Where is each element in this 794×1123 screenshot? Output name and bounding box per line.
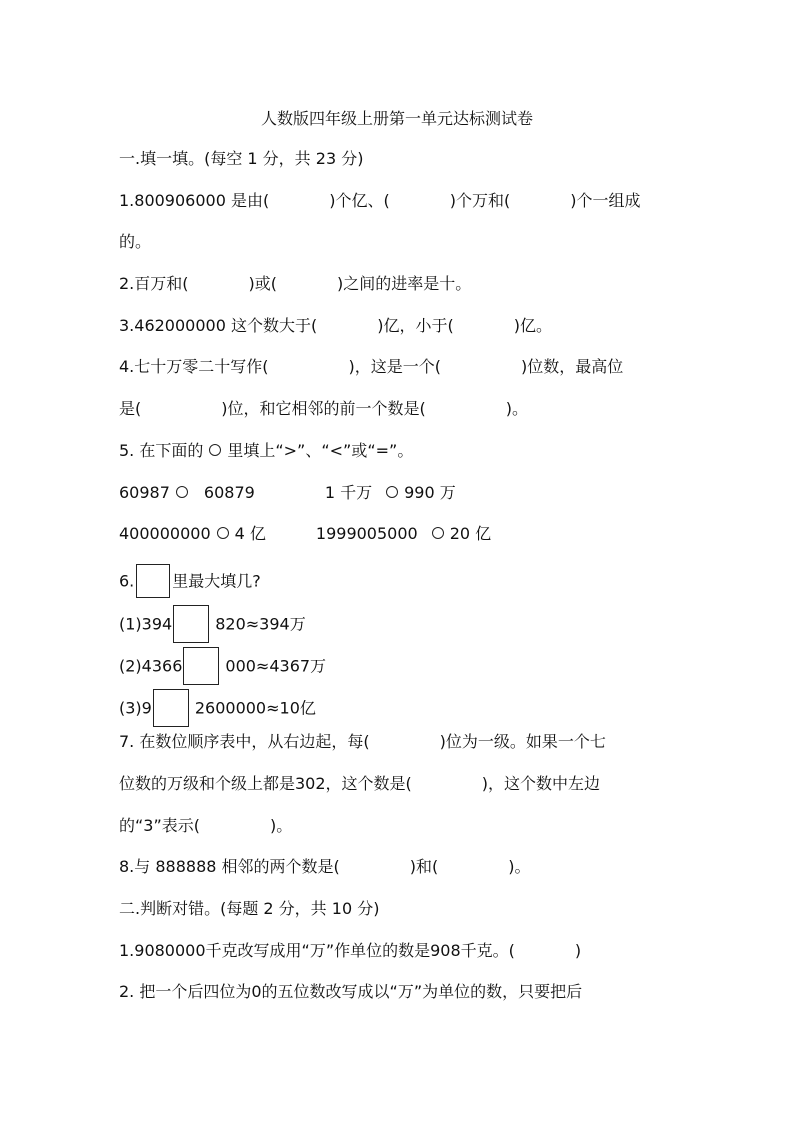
q8-text-b: )和( — [409, 857, 439, 876]
q6-part3 — [119, 690, 316, 728]
q1-text-d: )个一组成 — [570, 191, 641, 210]
answer-box[interactable] — [173, 605, 209, 643]
q2-line — [119, 273, 471, 295]
q3-line — [119, 315, 552, 337]
q6-intro-a: 6. — [119, 571, 135, 591]
q4-text-d: 是( — [119, 399, 142, 418]
q5-intro — [119, 440, 413, 462]
q5-intro-b: 里填上“>”、“<”或“=”。 — [227, 441, 414, 460]
q2-text-c: )之间的进率是十。 — [337, 274, 472, 293]
q1-text-c: )个万和( — [449, 191, 511, 210]
compare-circle-icon[interactable] — [217, 527, 229, 539]
compare-circle-icon[interactable] — [432, 527, 444, 539]
s2-q1-text-a: 1.9080000千克改写成用“万”作单位的数是908千克。( — [119, 941, 515, 960]
q1-line2: 的。 — [119, 232, 152, 251]
q5-r2-right: 4 亿 — [234, 524, 266, 543]
q7-text-b: )位为一级。如果一个七 — [439, 732, 606, 751]
q8-text-c: )。 — [508, 857, 531, 876]
q5-r1-right: 60879 — [203, 483, 255, 502]
s2-q1-text-b: ) — [574, 941, 582, 960]
q5-r1-left2: 1 千万 — [324, 483, 373, 502]
q1-text-a: 1.800906000 是由( — [119, 191, 270, 210]
q5-r1-left: 60987 — [119, 483, 170, 502]
q1-text-b: )个亿、( — [329, 191, 390, 210]
q6-p3-b: 2600000≈10亿 — [194, 698, 316, 718]
q7-text-e: 的“3”表示( — [119, 816, 201, 835]
q3-text-a: 3.462000000 这个数大于( — [119, 316, 318, 335]
q8-line — [119, 856, 531, 878]
square-box-icon — [136, 564, 170, 598]
q4-text-f: )。 — [505, 399, 528, 418]
q6-p1-b: 820≈394万 — [215, 614, 306, 634]
q7-line2 — [119, 773, 600, 795]
q4-text-b: )，这是一个( — [348, 357, 442, 376]
answer-box[interactable] — [153, 689, 189, 727]
q4-text-e: )位，和它相邻的前一个数是( — [221, 399, 426, 418]
q7-text-a: 7. 在数位顺序表中，从右边起，每( — [119, 732, 370, 751]
q6-p2-a: (2)4366 — [119, 656, 183, 676]
q2-text-a: 2.百万和( — [119, 274, 189, 293]
section1-heading: 一.填一填。(每空 1 分，共 23 分) — [119, 149, 364, 168]
q7-text-d: )，这个数中左边 — [481, 774, 601, 793]
q3-text-c: )亿。 — [513, 316, 552, 335]
q8-text-a: 8.与 888888 相邻的两个数是( — [119, 857, 340, 876]
page-title: 人数版四年级上册第一单元达标测试卷 — [260, 109, 533, 128]
q6-part1 — [119, 606, 306, 644]
q6-intro-b: 里最大填几? — [172, 571, 261, 591]
q6-intro — [119, 565, 261, 599]
q4-text-a: 4.七十万零二十写作( — [119, 357, 269, 376]
circle-icon — [209, 444, 221, 456]
q6-part2 — [119, 648, 326, 686]
q5-row2 — [119, 523, 491, 545]
q6-p3-a: (3)9 — [119, 698, 152, 718]
q6-p2-b: 000≈4367万 — [225, 656, 327, 676]
q5-r2-left: 400000000 — [119, 524, 211, 543]
q4-text-c: )位数，最高位 — [521, 357, 624, 376]
q6-p1-a: (1)394 — [119, 614, 173, 634]
q4-line1 — [119, 356, 623, 378]
q5-row1 — [119, 482, 456, 504]
answer-box[interactable] — [183, 647, 219, 685]
q7-text-c: 位数的万级和个级上都是302，这个数是( — [119, 774, 412, 793]
q5-r1-right2: 990 万 — [404, 483, 456, 502]
q5-intro-a: 5. 在下面的 — [119, 441, 204, 460]
compare-circle-icon[interactable] — [176, 486, 188, 498]
section2-heading: 二.判断对错。(每题 2 分，共 10 分) — [119, 899, 380, 918]
q4-line2 — [119, 398, 528, 420]
q1-line1 — [119, 190, 640, 212]
q2-text-b: )或( — [248, 274, 278, 293]
q7-text-f: )。 — [270, 816, 293, 835]
q7-line1 — [119, 731, 606, 753]
q5-r2-right2: 20 亿 — [449, 524, 492, 543]
q5-r2-left2: 1999005000 — [315, 524, 418, 543]
s2-q2-line: 2. 把一个后四位为0的五位数改写成以“万”为单位的数，只要把后 — [119, 982, 583, 1001]
q7-line3 — [119, 815, 292, 837]
s2-q1-line — [119, 940, 581, 962]
q3-text-b: )亿，小于( — [377, 316, 454, 335]
compare-circle-icon[interactable] — [386, 486, 398, 498]
